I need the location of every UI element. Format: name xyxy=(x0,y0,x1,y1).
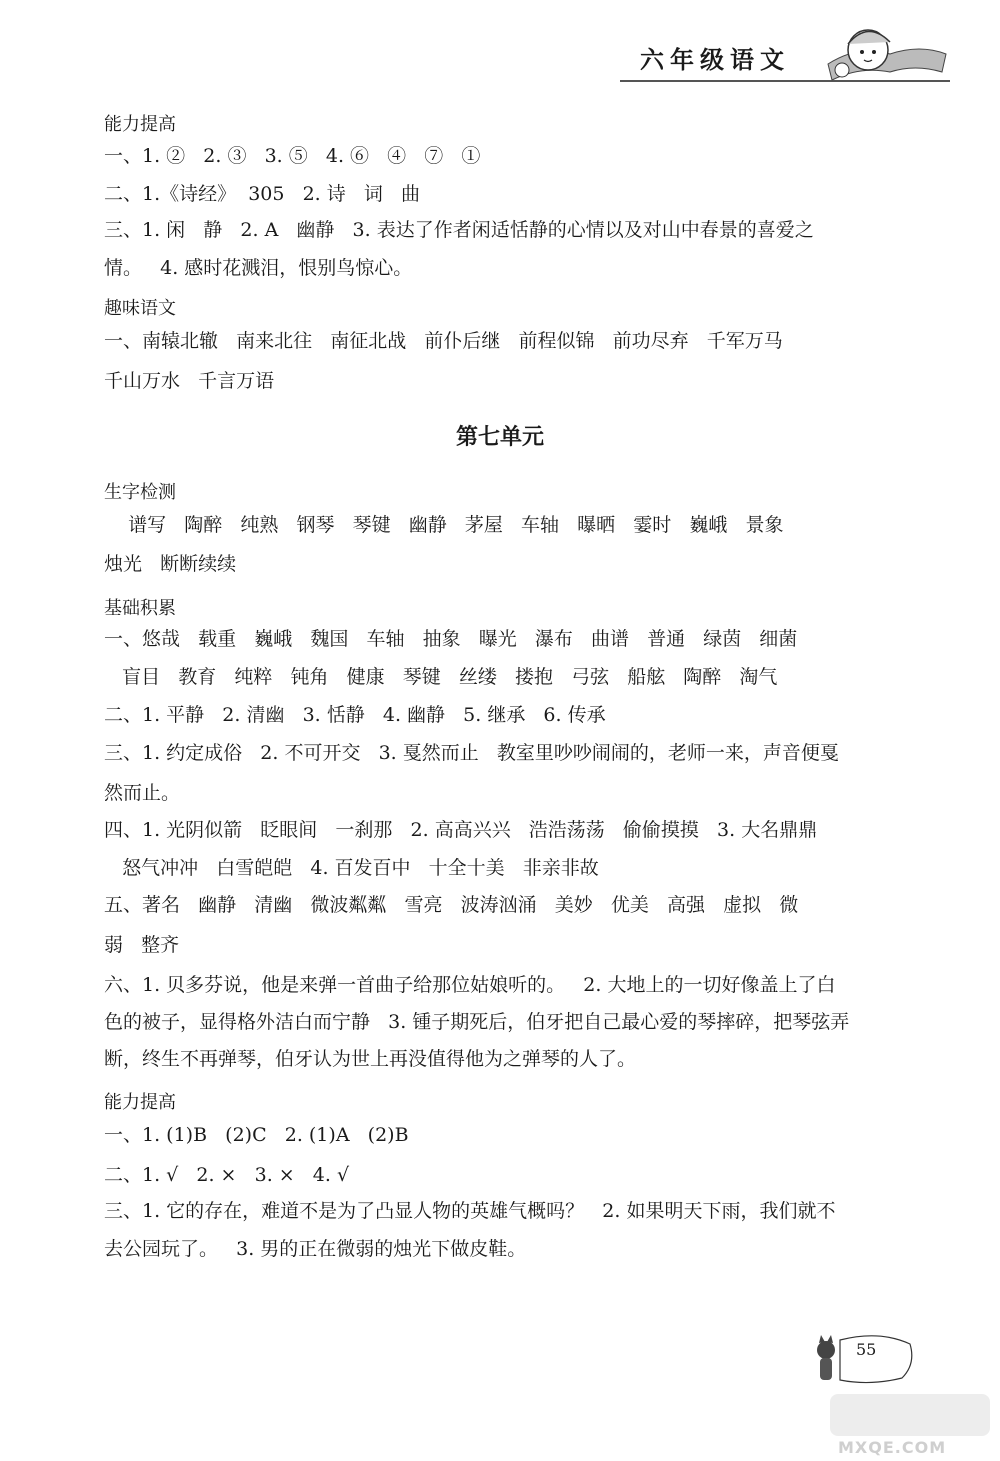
section-heading: 能力提高 xyxy=(104,114,176,135)
answer-line: 三、1. 它的存在，难道不是为了凸显人物的英雄气概吗？ 2. 如果明天下雨，我们就不 xyxy=(104,1200,836,1222)
section-heading: 能力提高 xyxy=(104,1092,176,1113)
answer-line: 一、悠哉 载重 巍峨 魏国 车轴 抽象 曝光 瀑布 曲谱 普通 绿茵 细菌 xyxy=(104,628,798,650)
answer-line: 三、1. 闲 静 2. A 幽静 3. 表达了作者闲适恬静的心情以及对山中春景的喜爱之 xyxy=(104,219,814,241)
answer-line: 六、1. 贝多芬说，他是来弹一首曲子给那位姑娘听的。 2. 大地上的一切好像盖上了白 xyxy=(104,974,836,996)
answer-line: 一、1. ② 2. ③ 3. ⑤ 4. ⑥ ④ ⑦ ① xyxy=(104,145,481,167)
answer-line: 去公园玩了。 3. 男的正在微弱的烛光下做皮鞋。 xyxy=(104,1238,527,1260)
answer-line: 谱写 陶醉 纯熟 钢琴 琴键 幽静 茅屋 车轴 曝晒 霎时 巍峨 景象 xyxy=(104,514,784,536)
cat-page-badge-icon xyxy=(810,1330,920,1390)
answer-line: 怒气冲冲 白雪皑皑 4. 百发百中 十全十美 非亲非故 xyxy=(104,857,599,879)
girl-mascot-icon xyxy=(820,14,950,92)
answer-line: 色的被子，显得格外洁白而宁静 3. 锺子期死后，伯牙把自己最心爱的琴摔碎，把琴弦弄 xyxy=(104,1011,850,1033)
header-title: 六年级语文 xyxy=(640,45,790,74)
answer-line: 二、1. 平静 2. 清幽 3. 恬静 4. 幽静 5. 继承 6. 传承 xyxy=(104,704,606,726)
answer-line: 烛光 断断续续 xyxy=(104,553,237,575)
answer-line: 二、1.《诗经》 305 2. 诗 词 曲 xyxy=(104,183,420,205)
section-heading: 趣味语文 xyxy=(104,298,176,319)
section-heading: 基础积累 xyxy=(104,598,176,619)
page-number: 55 xyxy=(856,1340,877,1359)
answer-line: 一、南辕北辙 南来北往 南征北战 前仆后继 前程似锦 前功尽弃 千军万马 xyxy=(104,330,783,352)
answer-line: 五、著名 幽静 清幽 微波粼粼 雪亮 波涛汹涌 美妙 优美 高强 虚拟 微 xyxy=(104,894,799,916)
section-heading: 生字检测 xyxy=(104,482,176,503)
answer-line: 一、1. (1)B (2)C 2. (1)A (2)B xyxy=(104,1124,409,1146)
answer-line: 四、1. 光阴似箭 眨眼间 一刹那 2. 高高兴兴 浩浩荡荡 偷偷摸摸 3. 大名鼎鼎 xyxy=(104,819,818,841)
answer-line: 二、1. √ 2. × 3. × 4. √ xyxy=(104,1164,350,1186)
answer-line: 断，终生不再弹琴，伯牙认为世上再没值得他为之弹琴的人了。 xyxy=(104,1048,637,1070)
answer-line: 千山万水 千言万语 xyxy=(104,370,275,392)
watermark-text: MXQE.COM xyxy=(838,1438,947,1457)
unit-title: 第七单元 xyxy=(455,424,544,450)
answer-line: 三、1. 约定成俗 2. 不可开交 3. 戛然而止 教室里吵吵闹闹的，老师一来，声音便戛 xyxy=(104,742,839,764)
answer-line: 弱 整齐 xyxy=(104,934,180,956)
answer-line: 然而止。 xyxy=(104,782,181,804)
answer-line: 情。 4. 感时花溅泪，恨别鸟惊心。 xyxy=(104,257,413,279)
answer-line: 盲目 教育 纯粹 钝角 健康 琴键 丝缕 搂抱 弓弦 船舷 陶醉 淘气 xyxy=(104,666,778,688)
